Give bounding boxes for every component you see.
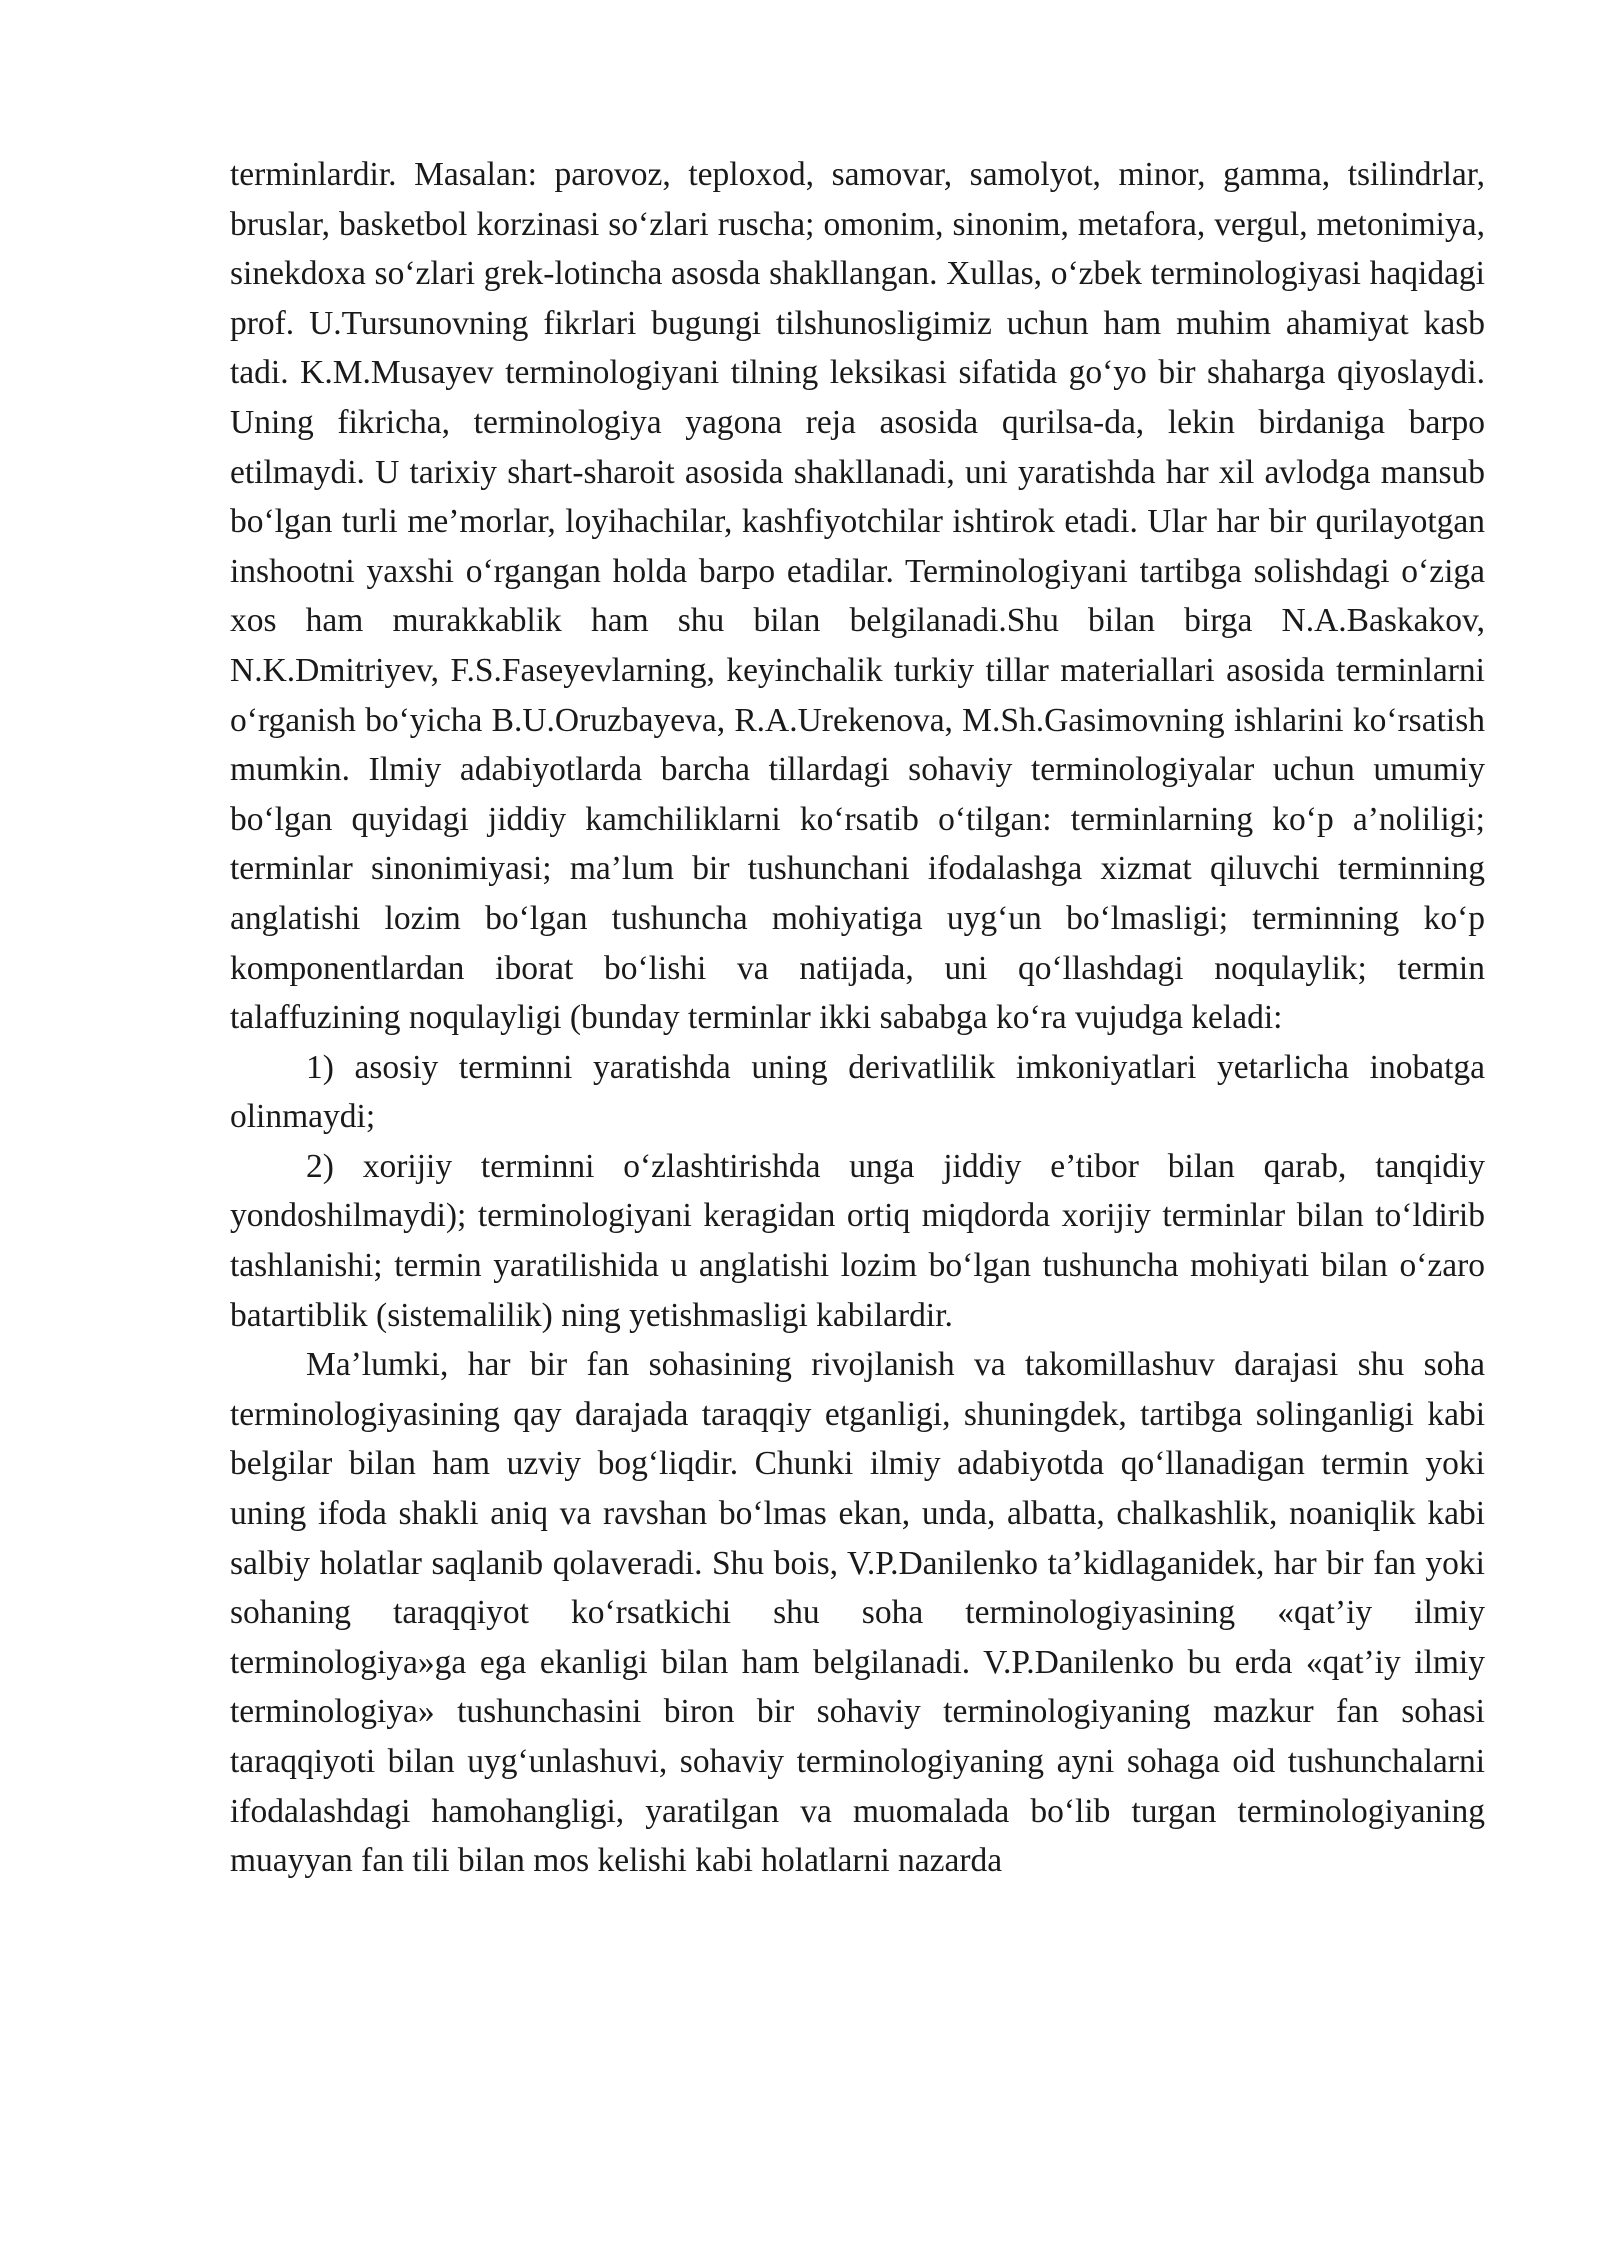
paragraph-continued: terminlardir. Masalan: parovoz, teploxod, samovar, samolyot, minor, gamma, tsilindrlar, bruslar, basketbol korzinasi so‘zlari ruscha; omonim, sinonim, metafora, vergul, metonimiya, sinekdoxa so‘zlari grek-lotincha asosda shakllangan. Xullas, o‘zbek terminologiyasi haqidagi prof. U.Tursunovning fikrlari bugungi tilshunosligimiz uchun ham muhim ahamiyat kasb tadi. K.M.Musayev terminologiyani tilning leksikasi sifatida go‘yo bir shaharga qiyoslaydi. Uning fikricha, terminologiya yagona reja asosida qurilsa-da, lekin birdaniga barpo etilmaydi. U tarixiy shart-sharoit asosida shakllanadi, uni yaratishda har xil avlodga mansub bo‘lgan turli me’morlar, loyihachilar, kashfiyotchilar ishtirok etadi. Ular har bir qurilayotgan inshootni yaxshi o‘rgangan holda barpo etadilar. Terminologiyani tartibga solishdagi o‘ziga xos ham murakkablik ham shu bilan belgilanadi.Shu bilan birga N.A.Baskakov, N.K.Dmitriyev, F.S.Faseyevlarning, keyinchalik turkiy tillar materiallari asosida terminlarni o‘rganish bo‘yicha B.U.Oruzbayeva, R.A.Urekenova, M.Sh.Gasimovning ishlarini ko‘rsatish mumkin. Ilmiy adabiyotlarda barcha tillardagi sohaviy terminologiyalar uchun umumiy bo‘lgan quyidagi jiddiy kamchiliklarni ko‘rsatib o‘tilgan: terminlarning ko‘p a’noliligi; terminlar sinonimiyasi; ma’lum bir tushunchani ifodalashga xizmat qiluvchi terminning anglatishi lozim bo‘lgan tushuncha mohiyatiga uyg‘un bo‘lmasligi; terminning ko‘p komponentlardan iborat bo‘lishi va natijada, uni qo‘llashdagi noqulaylik; termin talaffuzining noqulayligi (bunday terminlar ikki sababga ko‘ra vujudga keladi:: [230, 156, 1485, 1037]
document-body: [230, 150, 1485, 1886]
paragraph-list-item-2: 2) xorijiy terminni o‘zlashtirishda unga jiddiy e’tibor bilan qarab, tanqidiy yondoshilmaydi); terminologiyani keragidan ortiq miqdorda xorijiy terminlar bilan to‘ldirib tashlanishi; termin yaratilishida u anglatishi lozim bo‘lgan tushuncha mohiyati bilan o‘zaro batartiblik (sistemalilik) ning yetishmasligi kabilardir.: [230, 1147, 1485, 1334]
paragraph-main: Ma’lumki, har bir fan sohasining rivojlanish va takomillashuv darajasi shu soha terminologiyasining qay darajada taraqqiy etganligi, shuningdek, tartibga solinganligi kabi belgilar bilan ham uzviy bog‘liqdir. Chunki ilmiy adabiyotda qo‘llanadigan termin yoki uning ifoda shakli aniq va ravshan bo‘lmas ekan, unda, albatta, chalkashlik, noaniqlik kabi salbiy holatlar saqlanib qolaveradi. Shu bois, V.P.Danilenko ta’kidlaganidek, har bir fan yoki sohaning taraqqiyot ko‘rsatkichi shu soha terminologiyasining «qat’iy ilmiy terminologiya»ga ega ekanligi bilan ham belgilanadi. V.P.Danilenko bu erda «qat’iy ilmiy terminologiya» tushunchasini biron bir sohaviy terminologiyaning mazkur fan sohasi taraqqiyoti bilan uyg‘unlashuvi, sohaviy terminologiyaning ayni sohaga oid tushunchalarni ifodalashdagi hamohangligi, yaratilgan va muomalada bo‘lib turgan terminologiyaning muayyan fan tili bilan mos kelishi kabi holatlarni nazarda: [230, 1346, 1485, 1880]
paragraph-list-item-1: 1) asosiy terminni yaratishda uning derivatlilik imkoniyatlari yetarlicha inobatga olinmaydi;: [230, 1048, 1485, 1136]
